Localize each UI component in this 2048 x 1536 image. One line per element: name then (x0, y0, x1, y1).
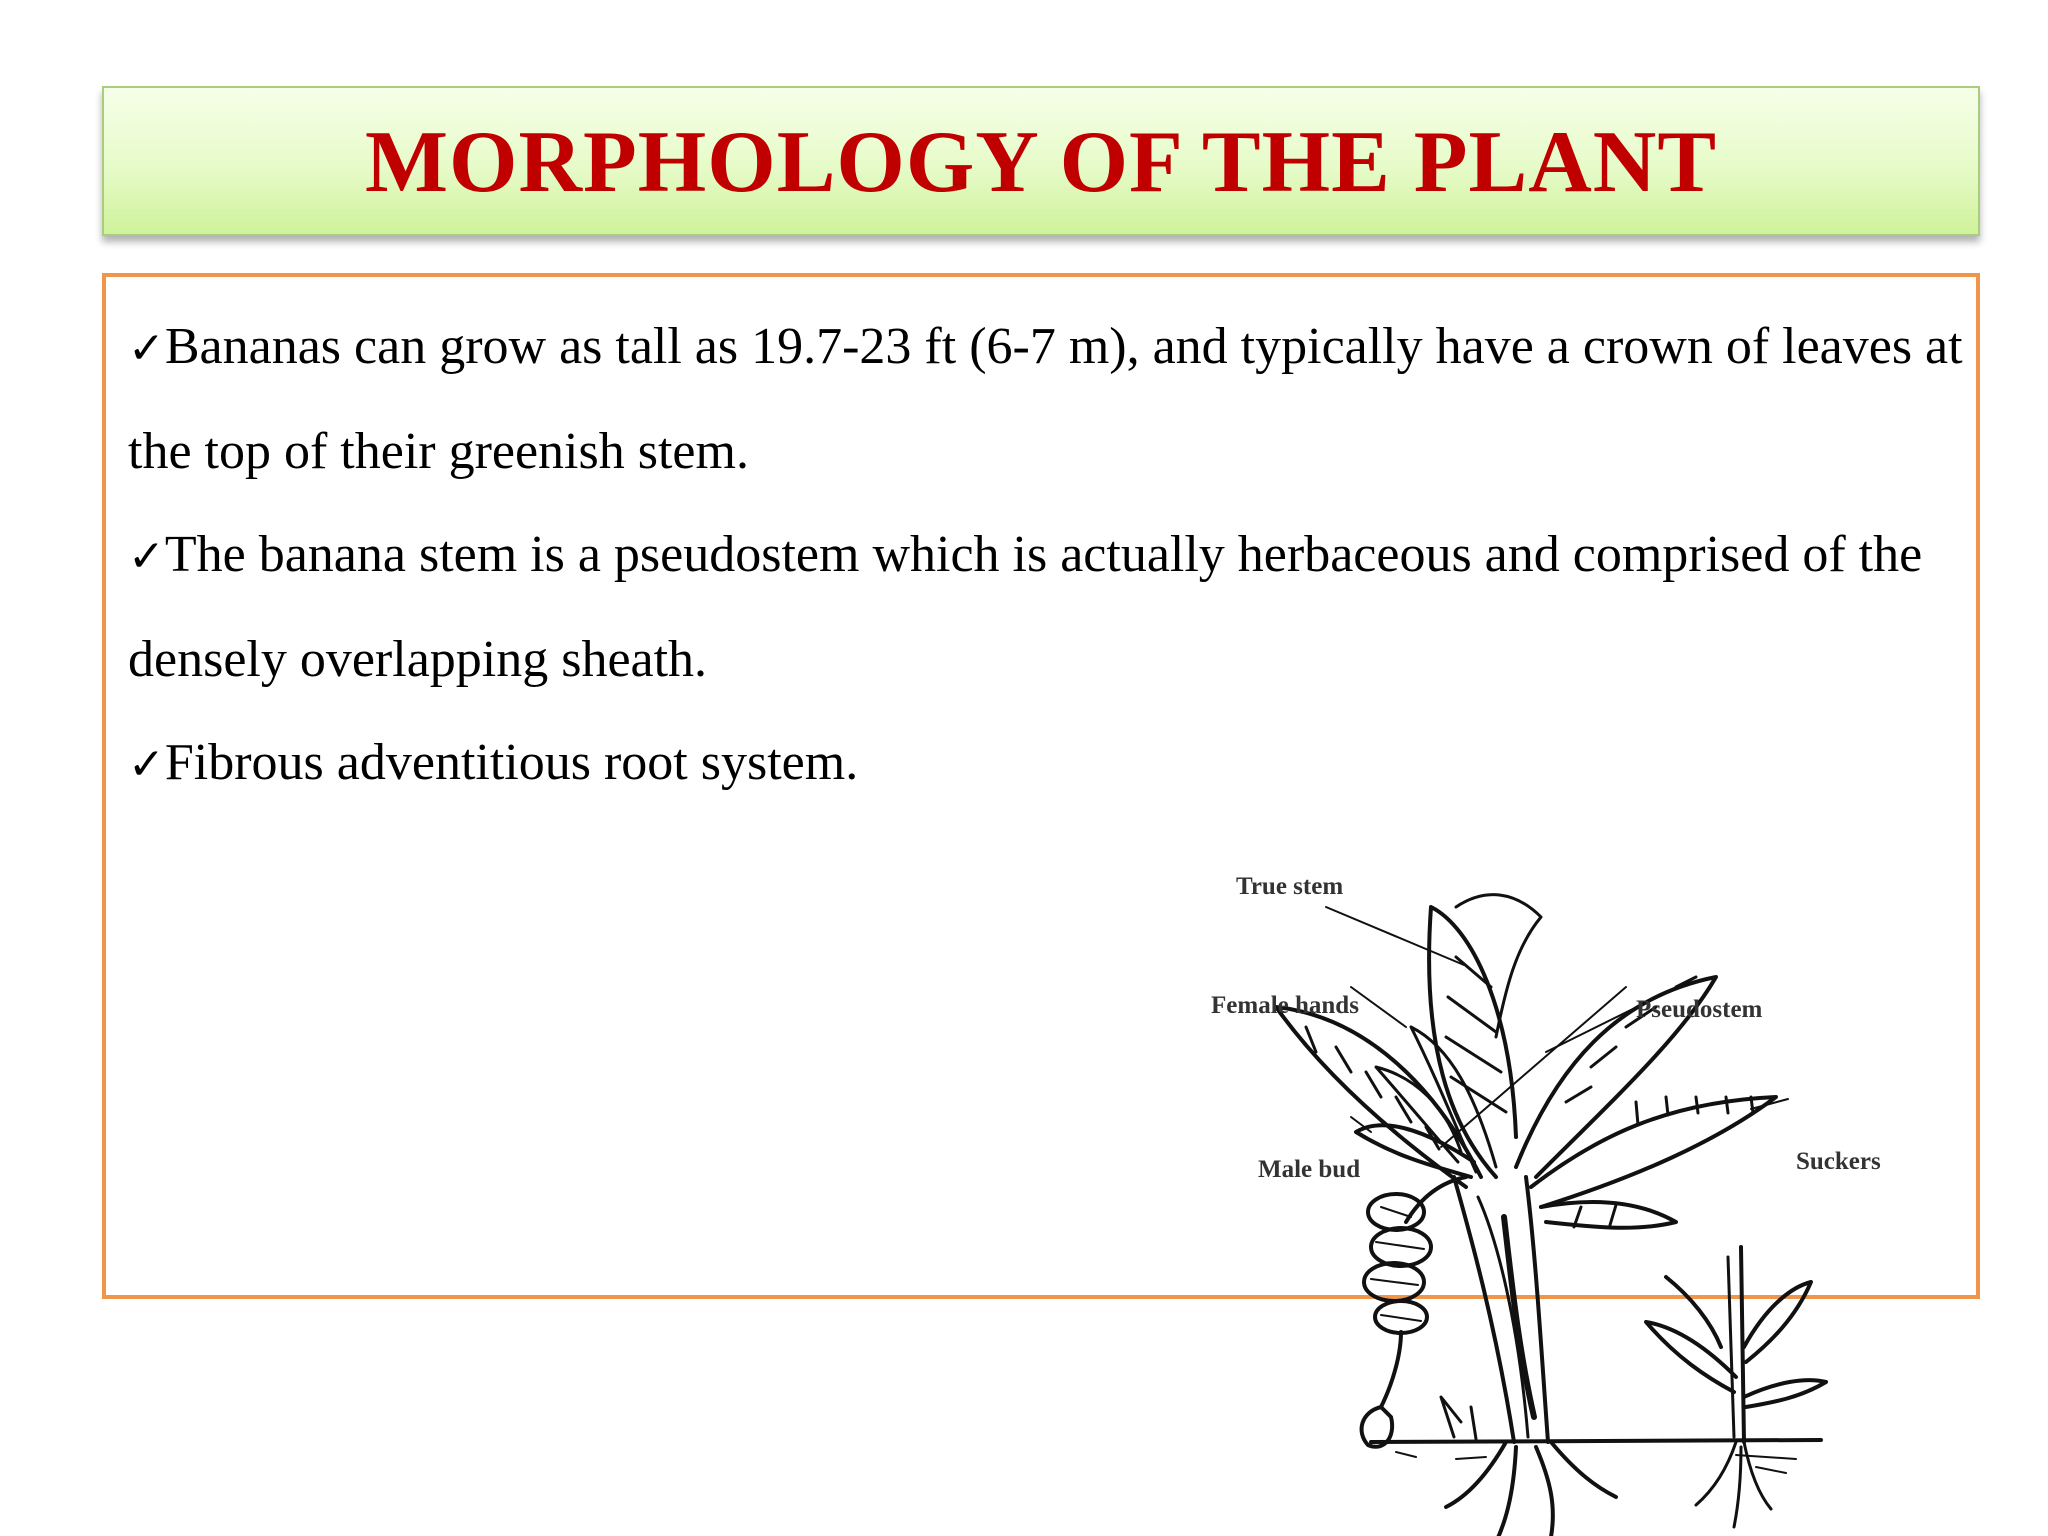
label-true-stem: True stem (1236, 877, 1344, 900)
leaf-lower-right (1541, 1202, 1676, 1228)
pointer-female-hands (1351, 987, 1406, 1027)
male-bud-stalk (1381, 1332, 1401, 1407)
leaf-top (1429, 907, 1516, 1177)
label-pseudostem: Pseudostem (1636, 996, 1763, 1023)
bullet-text: Fibrous adventitious root system. (164, 734, 859, 791)
bullet-text: The banana stem is a pseudostem which is actually herbaceous and comprised of the densely overlapping sheath. (128, 526, 1923, 688)
ground-line (1371, 1440, 1821, 1442)
slide-title: MORPHOLOGY OF THE PLANT (364, 114, 1718, 211)
bullet-list (128, 295, 1968, 816)
title-banner (102, 86, 1980, 236)
roots (1446, 1442, 1616, 1536)
bullet-item (128, 503, 1968, 711)
checkmark-icon: ✓ (128, 531, 165, 582)
checkmark-icon: ✓ (128, 739, 165, 790)
checkmark-icon: ✓ (128, 323, 165, 374)
bullet-item (128, 295, 1968, 503)
bullet-item (128, 711, 1968, 816)
banana-plant-diagram (1196, 877, 1956, 1536)
label-suckers: Suckers (1796, 1148, 1881, 1175)
bullet-text: Bananas can grow as tall as 19.7-23 ft (6-7 m), and typically have a crown of leaves at the top of their greenish stem. (128, 318, 1963, 480)
leaf-right (1531, 1097, 1776, 1207)
content-panel (102, 273, 1980, 1299)
label-female-hands: Female hands (1211, 992, 1359, 1019)
label-male-bud: Male bud (1258, 1156, 1361, 1183)
banana-plant-illustration (1196, 877, 1956, 1536)
